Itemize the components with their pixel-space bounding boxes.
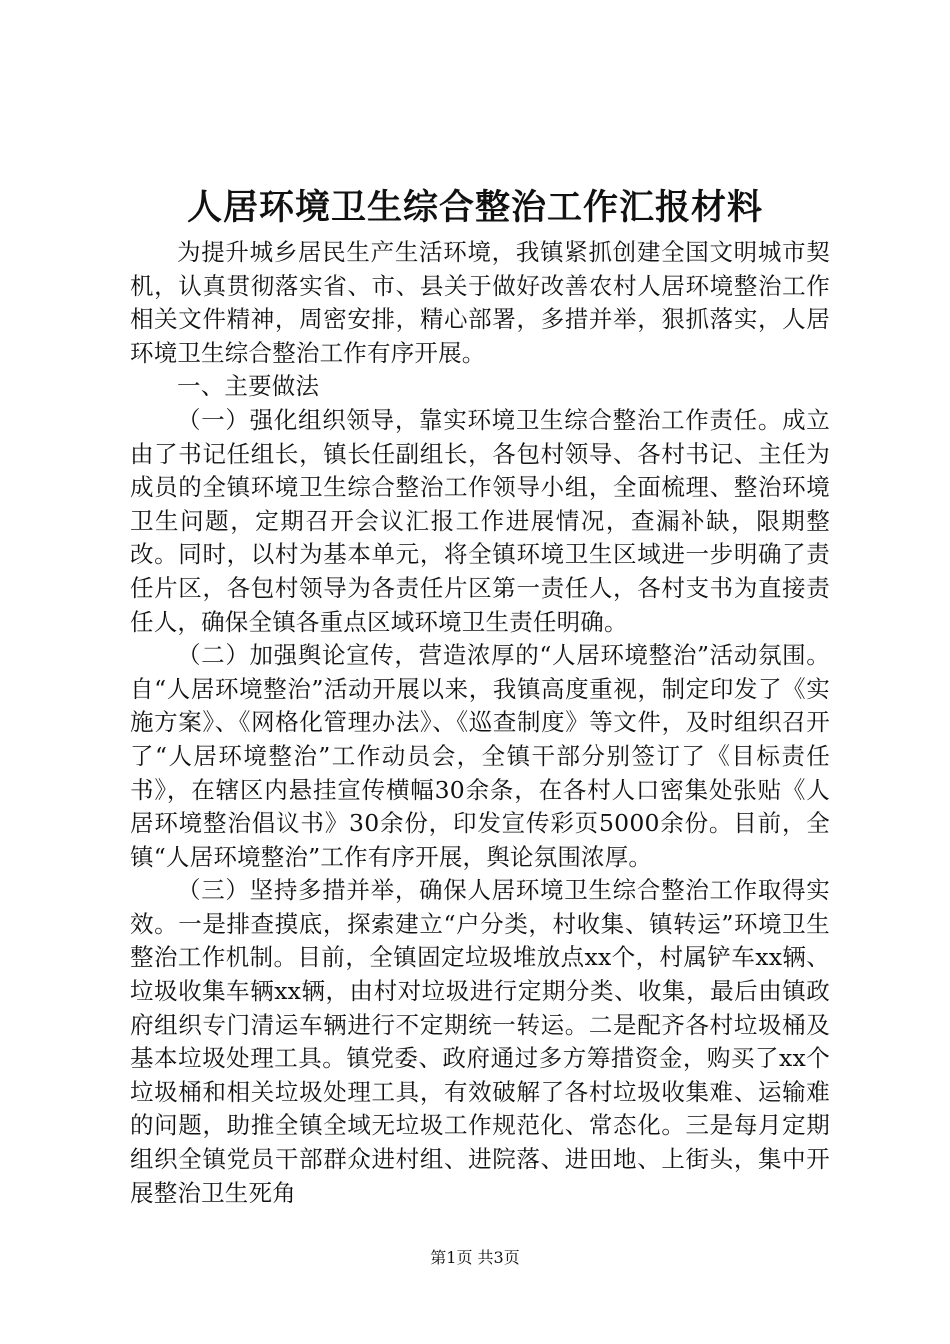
document-body bbox=[130, 236, 830, 1210]
section-heading-main-practices: 一、主要做法 bbox=[177, 372, 320, 401]
page-number-footer: 第1页 共3页 bbox=[430, 1248, 520, 1267]
document-title: 人居环境卫生综合整治工作汇报材料 bbox=[186, 187, 763, 228]
paragraph-organization-leadership: （一）强化组织领导，靠实环境卫生综合整治工作责任。成立由了书记任组长，镇长任副组长，各包村领导、各村书记、主任为成员的全镇环境卫生综合整治工作领导小组，全面梳理、整治环境卫生问题，定期召开会议汇报工作进展情况，查漏补缺，限期整改。同时，以村为基本单元，将全镇环境卫生区域进一步明确了责任片区，各包村领导为各责任片区第一责任人，各村支书为直接责任人，确保全镇各重点区域环境卫生责任明确。 bbox=[130, 405, 830, 636]
paragraph-multiple-measures: （三）坚持多措并举，确保人居环境卫生综合整治工作取得实效。一是排查摸底，探索建立“户分类，村收集、镇转运”环境卫生整治工作机制。目前，全镇固定垃圾堆放点xx个，村属铲车xx辆、垃圾收集车辆xx辆，由村对垃圾进行定期分类、收集，最后由镇政府组织专门清运车辆进行不定期统一转运。二是配齐各村垃圾桶及基本垃圾处理工具。镇党委、政府通过多方筹措资金，购买了xx个垃圾桶和相关垃圾处理工具，有效破解了各村垃圾收集难、运输难的问题，助推全镇全域无垃圾工作规范化、常态化。三是每月定期组织全镇党员干部群众进村组、进院落、进田地、上街头，集中开展整治卫生死角 bbox=[130, 876, 830, 1207]
paragraph-publicity: （二）加强舆论宣传，营造浓厚的“人居环境整治”活动氛围。自“人居环境整治”活动开展以来，我镇高度重视，制定印发了《实施方案》、《网格化管理办法》、《巡查制度》等文件，及时组织召开了“人居环境整治”工作动员会，全镇干部分别签订了《目标责任书》，在辖区内悬挂宣传横幅30余条，在各村人口密集处张贴《人居环境整治倡议书》30余份，印发宣传彩页5000余份。目前，全镇“人居环境整治”工作有序开展，舆论氛围浓厚。 bbox=[130, 641, 830, 871]
intro-paragraph: 为提升城乡居民生产生活环境，我镇紧抓创建全国文明城市契机，认真贯彻落实省、市、县关于做好改善农村人居环境整治工作相关文件精神，周密安排，精心部署，多措并举，狠抓落实，人居环境卫生综合整治工作有序开展。 bbox=[130, 238, 830, 367]
